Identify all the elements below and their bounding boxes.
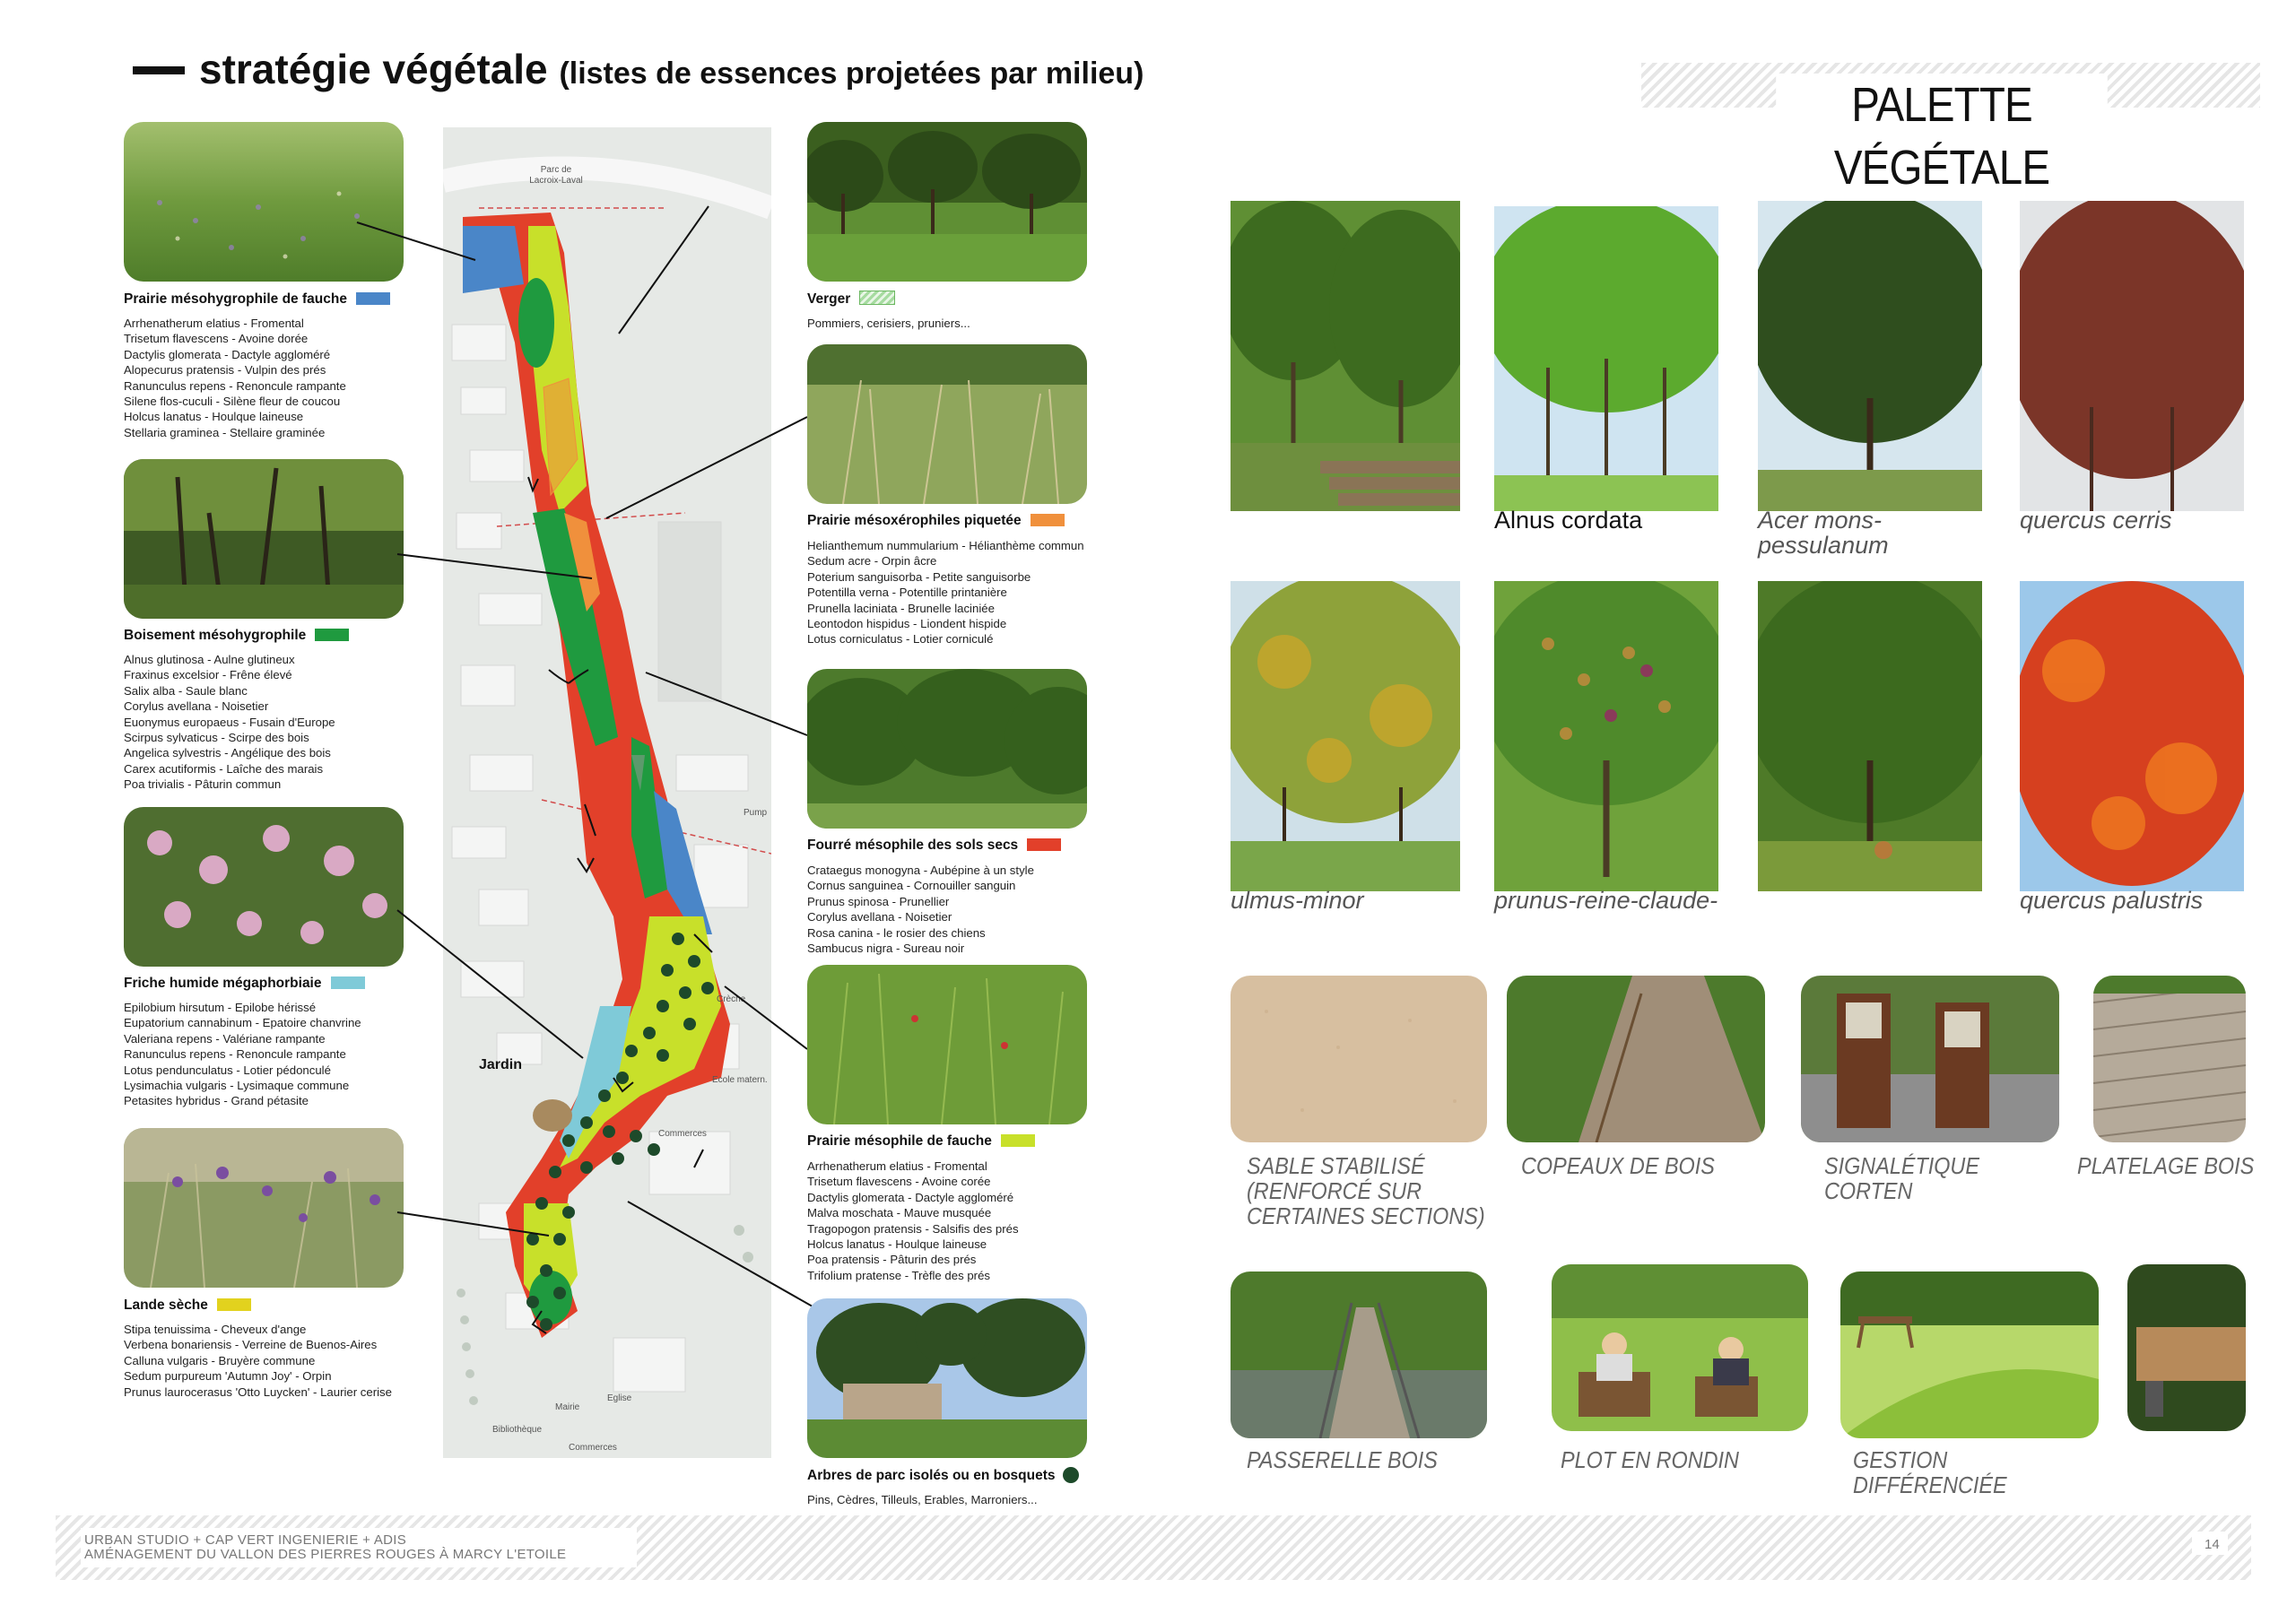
material-photo-signaletique — [1801, 976, 2059, 1142]
tree-photo-1 — [1231, 201, 1460, 511]
map-label-pump: Pump — [744, 808, 768, 818]
tree-caption-alnus-cordata: Alnus cordata — [1494, 507, 1643, 534]
tree-photo-prunus — [1494, 581, 1718, 891]
material-caption-signaletique: SIGNALÉTIQUE CORTEN — [1824, 1152, 1979, 1204]
tree-caption-acer: Acer mons-pessulanum — [1758, 507, 1889, 559]
habitat-title-prairie-mesohygrophile: Prairie mésohygrophile de fauche — [124, 291, 390, 308]
tree-photo-acer — [1758, 201, 1982, 511]
species-list-arbres-de-parc: Pins, Cèdres, Tilleuls, Erables, Marroniers... — [807, 1493, 1038, 1506]
material-photo-sable — [1231, 976, 1487, 1142]
tree-photo-quercus-cerris — [2020, 201, 2244, 511]
tree-photo-ulmus — [1231, 581, 1460, 891]
footer-line-1: URBAN STUDIO + CAP VERT INGENIERIE + ADIS — [84, 1532, 407, 1548]
map-label-jardin: Jardin — [479, 1057, 523, 1072]
habitat-title-verger: Verger — [807, 291, 895, 308]
species-list-friche-humide: Epilobium hirsutum - Epilobe hérissé Eupatorium cannabinum - Epatoire chanvrine Valeriana repens - Valériane rampante Ranunculus repens - Renoncule rampante Lotus pendunculatus - Lotier pédonculé Lysimachia vulgaris - Lysimaque commune Petasites hybridus - Grand pétasite — [124, 1001, 361, 1108]
material-photo-gestion — [1840, 1271, 2099, 1438]
habitat-title-prairie-mesophile: Prairie mésophile de fauche — [807, 1133, 1035, 1150]
legend-swatch — [1001, 1134, 1035, 1147]
palette-title: PALETTE VÉGÉTALE — [1776, 74, 2108, 136]
material-caption-sable: SABLE STABILISÉ (RENFORCÉ SUR CERTAINES SECTIONS) — [1247, 1152, 1485, 1229]
map-label-commerces-2: Commerces — [569, 1443, 617, 1453]
material-caption-copeaux: COPEAUX DE BOIS — [1521, 1152, 1715, 1179]
habitat-title-lande-seche: Lande sèche — [124, 1298, 251, 1314]
tree-photo-quercus-palustris — [2020, 581, 2244, 891]
material-caption-gestion: GESTION DIFFÉRENCIÉE — [1853, 1446, 2007, 1498]
legend-swatch — [1031, 514, 1065, 526]
material-photo-plot-rondin — [1552, 1264, 1808, 1431]
map-label-parc2: Lacroix-Laval — [529, 176, 583, 186]
species-list-prairie-mesohygrophile: Arrhenatherum elatius - Fromental Trisetum flavescens - Avoine dorée Dactylis glomerata - Dactyle aggloméré Alopecurus pratensis - Vulpin des prés Ranunculus repens - Renoncule rampante Silene flos-cuculi - Silène fleur de coucou Holcus lanatus - Houlque laineuse Stellaria graminea - Stellaire graminée — [124, 317, 346, 439]
species-list-fourre-mesophile: Crataegus monogyna - Aubépine à un style Cornus sanguinea - Cornouiller sanguin Prunus spinosa - Prunellier Corylus avellana - Noisetier Rosa canina - le rosier des chiens Sambucus nigra - Sureau noir — [807, 864, 1034, 955]
page-subtitle: (listes de essences projetées par milieu) — [559, 56, 1144, 91]
map-label-creche: Crèche — [717, 994, 746, 1004]
habitat-title-arbres-de-parc: Arbres de parc isolés ou en bosquets — [807, 1467, 1079, 1484]
tree-caption-ulmus: ulmus-minor — [1231, 887, 1364, 914]
habitat-title-prairie-mesoxerophile: Prairie mésoxérophiles piquetée — [807, 513, 1065, 529]
habitat-title-boisement: Boisement mésohygrophile — [124, 628, 349, 644]
material-caption-platelage: PLATELAGE BOIS — [2077, 1152, 2255, 1179]
habitat-title-friche-humide: Friche humide mégaphorbiaie — [124, 976, 365, 992]
map-label-commerces: Commerces — [658, 1129, 707, 1139]
material-photo-bench — [2127, 1264, 2246, 1431]
tree-photo-3 — [1758, 581, 1982, 891]
map-label-bibliotheque: Bibliothèque — [492, 1425, 543, 1435]
species-list-verger: Pommiers, cerisiers, pruniers... — [807, 317, 970, 330]
material-caption-plot-rondin: PLOT EN RONDIN — [1561, 1446, 1739, 1473]
footer-line-2: AMÉNAGEMENT DU VALLON DES PIERRES ROUGES À MARCY L'ETOILE — [84, 1547, 567, 1562]
photo-prairie-mesoxerophile — [807, 344, 1087, 504]
page-title: stratégie végétale (listes de essences projetées par milieu) — [199, 46, 1144, 92]
tree-caption-quercus-palustris: quercus palustris — [2020, 887, 2204, 914]
species-list-boisement: Alnus glutinosa - Aulne glutineux Fraxinus excelsior - Frêne élevé Salix alba - Saule blanc Corylus avellana - Noisetier Euonymus europaeus - Fusain d'Europe Scirpus sylvaticus - Scirpe des bois Angelica sylvestris - Angélique des bois Carex acutiformis - Laîche des marais Poa trivialis - Pâturin commun — [124, 653, 335, 792]
photo-prairie-mesophile — [807, 965, 1087, 1124]
material-photo-copeaux — [1507, 976, 1765, 1142]
material-photo-passerelle — [1231, 1271, 1487, 1438]
species-list-prairie-mesophile: Arrhenatherum elatius - Fromental Trisetum flavescens - Avoine corée Dactylis glomerata - Dactyle aggloméré Malva moschata - Mauve musquée Tragopogon pratensis - Salsifis des prés Holcus lanatus - Houlque laineuse Poa pratensis - Pâturin des prés Trifolium pratense - Trèfle des prés — [807, 1159, 1019, 1282]
legend-swatch — [859, 291, 895, 305]
map-label-parc: Parc de — [540, 165, 572, 175]
tree-caption-prunus: prunus-reine-claude- — [1494, 887, 1718, 914]
material-caption-passerelle: PASSERELLE BOIS — [1247, 1446, 1438, 1473]
footer-credits — [84, 1533, 566, 1562]
page-number: 14 — [2205, 1537, 2220, 1552]
map-label-eglise: Eglise — [607, 1393, 632, 1403]
map-label-ecole: Ecole matern. — [712, 1075, 768, 1085]
tree-caption-quercus-cerris: quercus cerris — [2020, 507, 2172, 534]
photo-verger — [807, 122, 1087, 282]
species-list-lande-seche: Stipa tenuissima - Cheveux d'ange Verbena bonariensis - Verreine de Buenos-Aires Calluna vulgaris - Bruyère commune Sedum purpureum 'Autumn Joy' - Orpin Prunus laurocerasus 'Otto Luycken' - Laurier cerise — [124, 1323, 392, 1399]
legend-swatch — [1027, 838, 1061, 851]
tree-photo-alnus-cordata — [1494, 206, 1718, 511]
photo-arbres-de-parc — [807, 1298, 1087, 1458]
material-photo-platelage — [2093, 976, 2246, 1142]
photo-fourre-mesophile — [807, 669, 1087, 829]
map-label-mairie: Mairie — [555, 1402, 580, 1412]
species-list-prairie-mesoxerophile: Helianthemum nummularium - Hélianthème commun Sedum acre - Orpin âcre Poterium sanguisorba - Petite sanguisorbe Potentilla verna - Potentille printanière Prunella laciniata - Brunelle laciniée Leontodon hispidus - Liondent hispide Lotus corniculatus - Lotier corniculé — [807, 539, 1084, 647]
legend-dot — [1063, 1467, 1079, 1483]
habitat-title-fourre-mesophile: Fourré mésophile des sols secs — [807, 838, 1061, 854]
